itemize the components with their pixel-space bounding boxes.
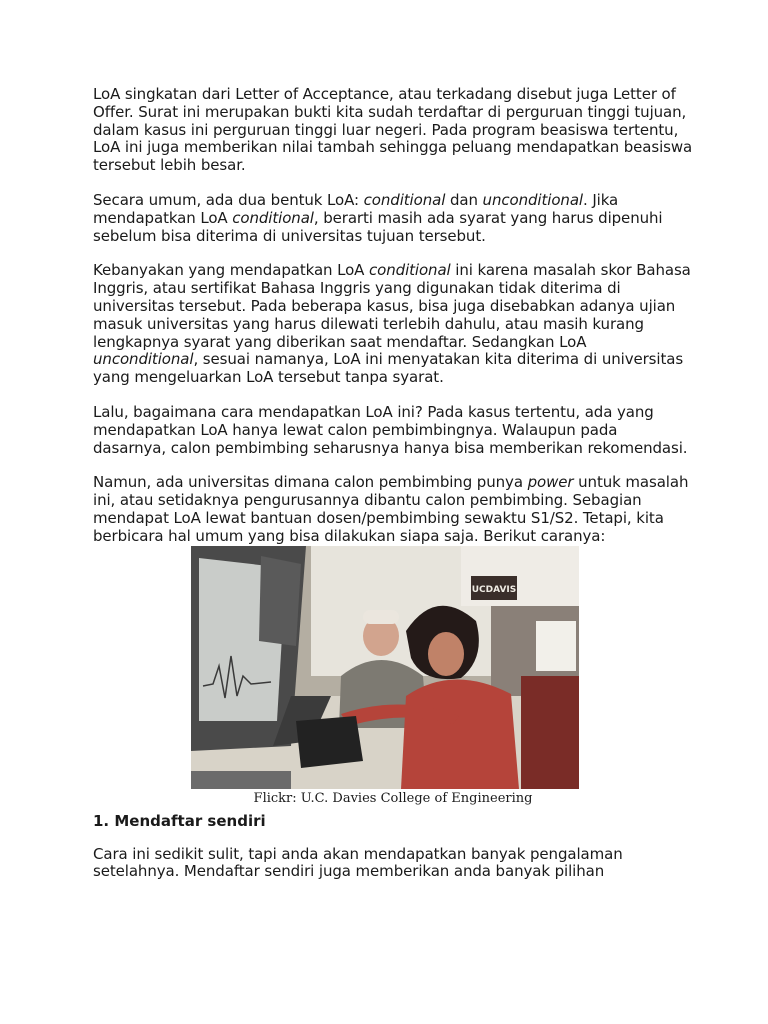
ucdavis-sign: UCDAVIS (471, 584, 517, 595)
term-conditional: conditional (363, 190, 446, 209)
text-run: Kebanyakan yang mendapatkan LoA (93, 261, 370, 280)
figure-caption: Flickr: U.C. Davies College of Engineering (253, 790, 533, 806)
figure (93, 546, 693, 812)
paragraph-conditional-reasons (93, 262, 693, 387)
term-power: power (527, 473, 574, 492)
lab-photo-illustration (191, 546, 579, 789)
term-unconditional: unconditional (93, 350, 194, 369)
document-page (93, 86, 693, 881)
text-run: , sesuai namanya, LoA ini menyatakan kita diterima di universitas yang mengeluarkan LoA tersebut tanpa syarat. (93, 350, 684, 387)
text-run: untuk masalah ini, atau setidaknya pengurusannya dibantu calon pembimbing. Sebagian mendapat LoA lewat bantuan dosen/pembimbing sewaktu S1/S2. Tetapi, kita berbicara hal umum yang bisa dilakukan siapa saja. Berikut caranya: (93, 473, 689, 545)
text-run: Secara umum, ada dua bentuk LoA: (93, 190, 364, 209)
paragraph-supervisor-power (93, 474, 693, 545)
paragraph-how-to-get: Lalu, bagaimana cara mendapatkan LoA ini? Pada kasus tertentu, ada yang mendapatkan LoA hanya lewat calon pembimbingnya. Walaupun pada dasarnya, calon pembimbing seharusnya hanya bisa memberikan rekomendasi. (93, 402, 688, 457)
term-conditional: conditional (232, 208, 314, 227)
photo-engineering-lab (191, 546, 579, 789)
text-run: . Jika mendapatkan LoA (93, 190, 619, 227)
text-run: , berarti masih ada syarat yang harus dipenuhi sebelum bisa diterima di universitas tujuan tersebut. (93, 208, 663, 245)
text-run: ini karena masalah skor Bahasa Inggris, atau sertifikat Bahasa Inggris yang digunakan tidak diterima di universitas tersebut. Pada beberapa kasus, bisa juga disebabkan adanya ujian masuk universitas yang harus dilewati terlebih dahulu, atau masih kurang lengkapnya syarat yang diberikan saat mendaftar. Sedangkan LoA (93, 261, 691, 351)
paragraph-loa-types (93, 192, 693, 245)
term-conditional: conditional (369, 261, 451, 280)
text-run: dan (445, 190, 483, 209)
paragraph-loa-definition: LoA singkatan dari Letter of Acceptance, atau terkadang disebut juga Letter of Offer. Surat ini merupakan bukti kita sudah terdaftar di perguruan tinggi tujuan, dalam kasus ini perguruan tinggi luar negeri. Pada program beasiswa tertentu, LoA ini juga memberikan nilai tambah sehingga peluang mendapatkan beasiswa tersebut lebih besar. (93, 85, 693, 175)
term-unconditional: unconditional (482, 190, 583, 209)
text-run: Namun, ada universitas dimana calon pembimbing punya (93, 473, 528, 492)
paragraph-register-yourself: Cara ini sedikit sulit, tapi anda akan mendapatkan banyak pengalaman setelahnya. Mendaftar sendiri juga memberikan anda banyak pilihan (93, 844, 623, 881)
section-heading: 1. Mendaftar sendiri (93, 811, 266, 830)
